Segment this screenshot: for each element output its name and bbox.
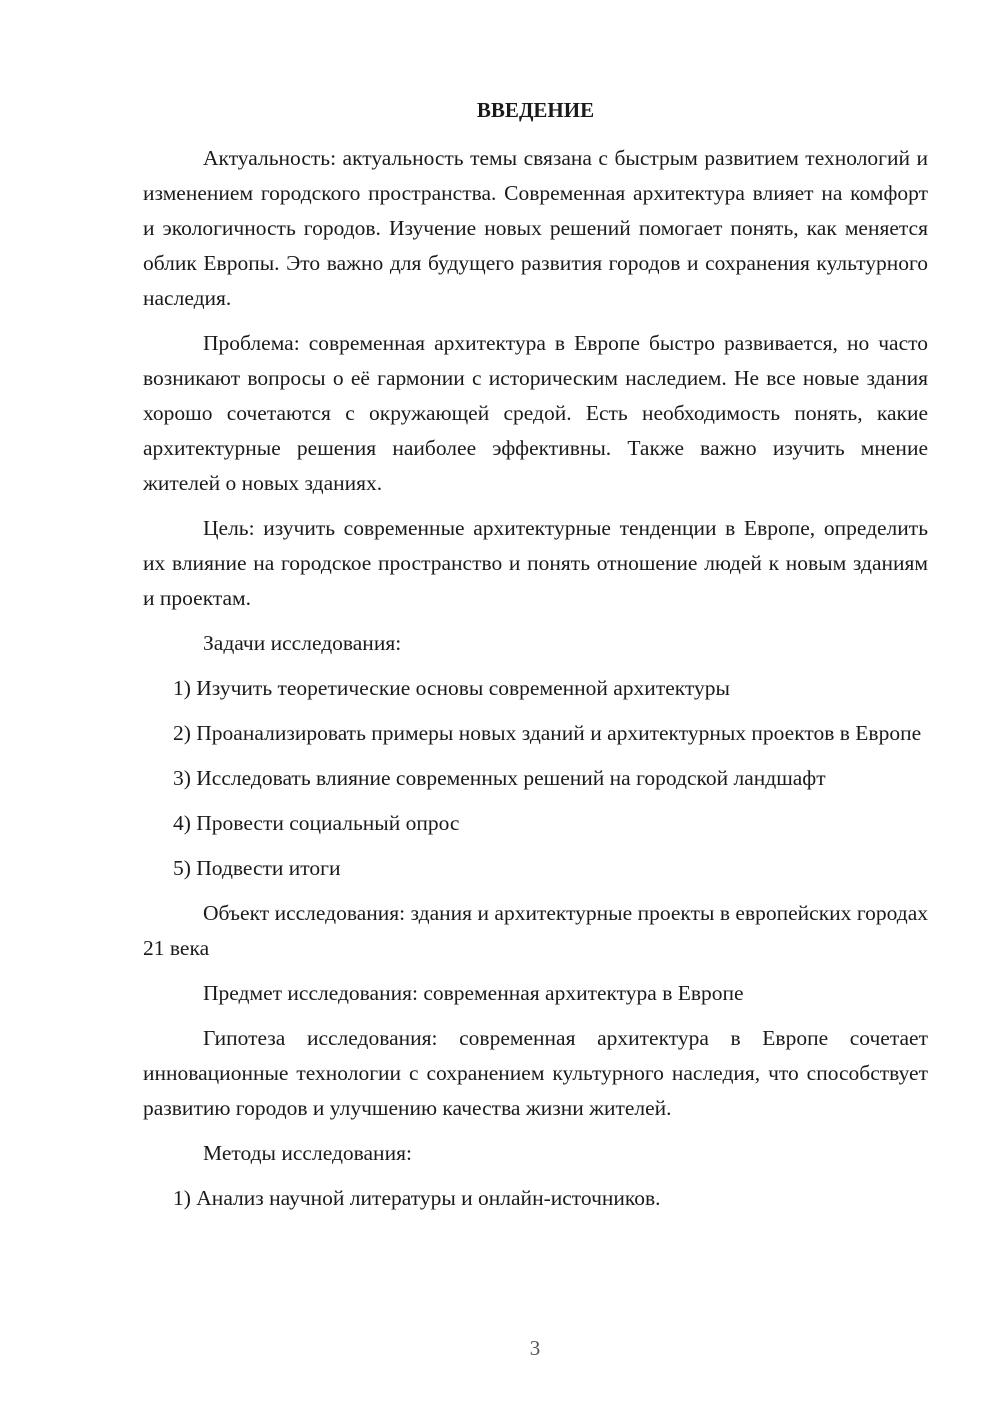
method-item: 1) Анализ научной литературы и онлайн-источников. [173, 1186, 661, 1210]
task-item: 3) Исследовать влияние современных решений на городской ландшафт [173, 766, 826, 790]
subject-paragraph: Предмет исследования: современная архитектура в Европе [203, 981, 744, 1005]
problem-paragraph: Проблема: современная архитектура в Европе быстро развивается, но часто возникают вопросы о её гармонии с историческим наследием. Не все новые здания хорошо сочетаются с окружающей средой. Есть необходимость понять, какие архитектурные решения наиболее эффективны. Также важно изучить мнение жителей о новых зданиях. [143, 331, 928, 495]
task-item: 5) Подвести итоги [173, 856, 341, 880]
section-title: ВВЕДЕНИЕ [476, 98, 595, 122]
relevance-paragraph: Актуальность: актуальность темы связана с быстрым развитием технологий и изменением городского пространства. Современная архитектура влияет на комфорт и экологичность городов. Изучение новых решений помогает понять, как меняется облик Европы. Это важно для будущего развития городов и сохранения культурного наследия. [143, 146, 928, 310]
hypothesis-paragraph: Гипотеза исследования: современная архитектура в Европе сочетает инновационные технологии с сохранением культурного наследия, что способствует развитию городов и улучшению качества жизни жителей. [143, 1026, 928, 1120]
page-number: 3 [529, 1336, 541, 1360]
object-paragraph: Объект исследования: здания и архитектурные проекты в европейских городах 21 века [143, 901, 928, 960]
goal-paragraph: Цель: изучить современные архитектурные тенденции в Европе, определить их влияние на городское пространство и понять отношение людей к новым зданиям и проектам. [143, 516, 928, 610]
methods-heading: Методы исследования: [203, 1141, 412, 1165]
task-item: 1) Изучить теоретические основы современной архитектуры [173, 676, 730, 700]
task-item: 2) Проанализировать примеры новых зданий и архитектурных проектов в Европе [173, 721, 922, 745]
tasks-heading: Задачи исследования: [203, 631, 402, 655]
task-item: 4) Провести социальный опрос [173, 811, 460, 835]
document-page [143, 95, 928, 1226]
